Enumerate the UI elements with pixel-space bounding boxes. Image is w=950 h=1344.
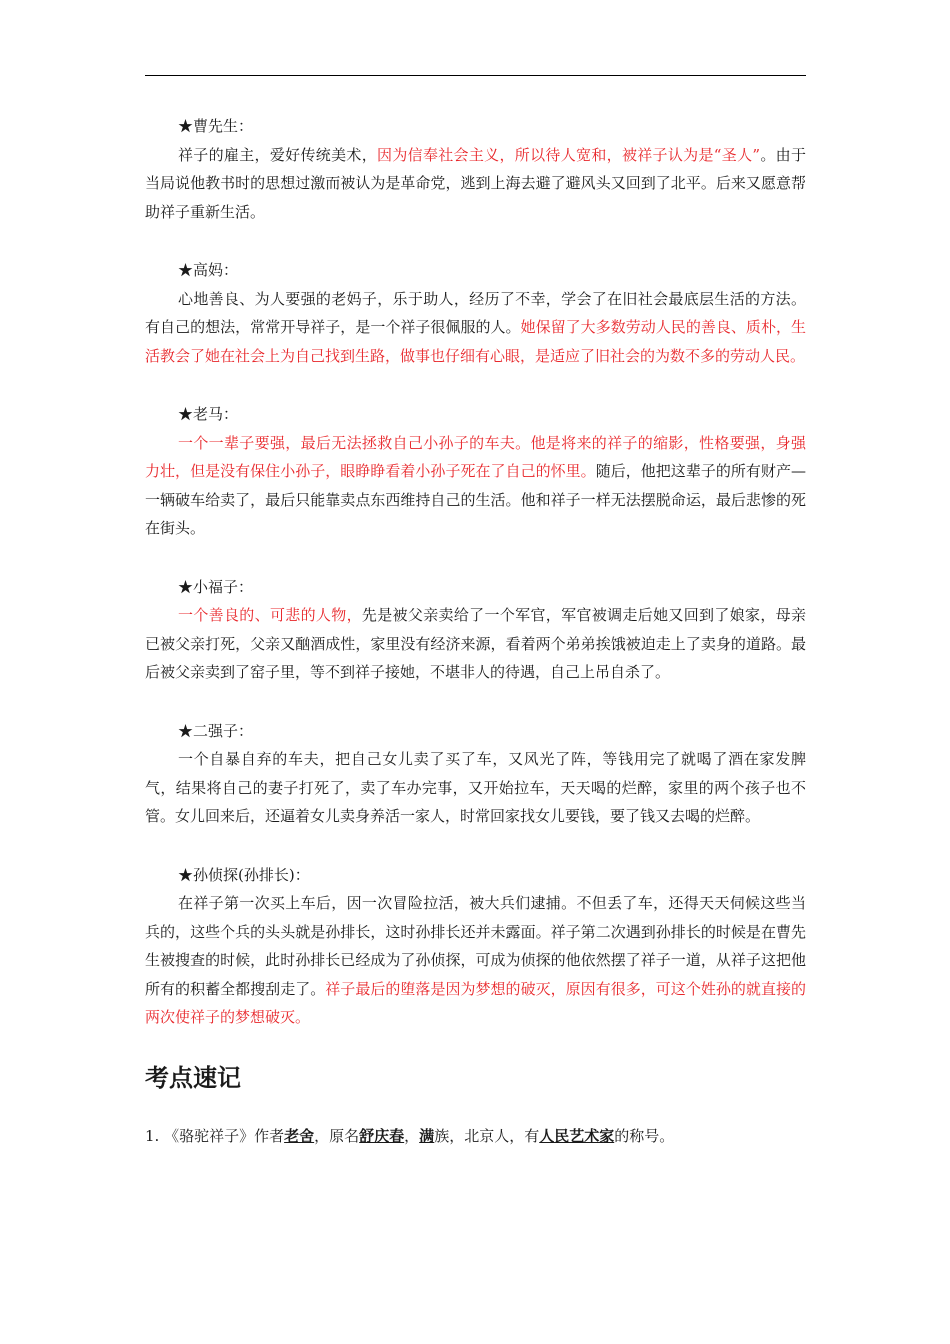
character-section <box>145 717 806 831</box>
character-section <box>145 256 806 370</box>
body-text: 随后，他把这辈子的所有财产—一辆破车给卖了，最后只能靠卖点东西维持自己的生活。他和祥子一样无法摆脱命运，最后悲惨的死在街头。 <box>145 462 806 537</box>
highlighted-text: 她保留了大多数劳动人民的善良、质朴，生活教会了她在社会上为自己找到生路，做事也仔细有心眼，是适应了旧社会的为数不多的劳动人民。 <box>145 318 806 365</box>
ethnicity: 满 <box>419 1126 435 1145</box>
highlighted-text: 一个善良的、可悲的人物， <box>178 606 362 624</box>
character-description <box>145 429 806 543</box>
character-section <box>145 400 806 543</box>
author-name: 老舍 <box>284 1126 315 1145</box>
character-heading: ★二强子： <box>178 721 254 740</box>
section-title: 考点速记 <box>145 1063 241 1092</box>
real-name: 舒庆春 <box>359 1126 405 1145</box>
highlighted-text: 一个一辈子要强，最后无法拯救自己小孙子的车夫。他是将来的祥子的缩影，性格要强，身强力壮，但是没有保住小孙子，眼睁睁看着小孙子死在了自己的怀里。 <box>145 433 806 480</box>
body-text: 在祥子第一次买上车后，因一次冒险拉活，被大兵们逮捕。不但丢了车，还得天天伺候这些当兵的，这些个兵的头头就是孙排长，这时孙排长还并未露面。祥子第二次遇到孙排长的时候是在曹先生被搜查的时候，此时孙排长已经成为了孙侦探，可成为侦探的他依然摆了祥子一道，从祥子这把他所有的积蓄全都搜刮走了。 <box>145 894 806 998</box>
character-heading: ★小福子： <box>178 577 254 596</box>
point-text-1: 《骆驼祥子》作者 <box>164 1126 285 1145</box>
character-heading: ★孙侦探(孙排长)： <box>178 865 310 884</box>
body-text: 祥子的雇主，爱好传统美术， <box>178 145 378 164</box>
character-list <box>145 112 806 1032</box>
point-text-3: ， <box>404 1126 420 1145</box>
body-text: 。由于当局说他教书时的思想过激而被认为是革命党，逃到上海去避了避风头又回到了北平。后来又愿意帮助祥子重新生活。 <box>145 145 806 221</box>
point-text-5: 的称号。 <box>614 1126 675 1145</box>
header-rule <box>145 75 806 76</box>
character-description <box>145 889 806 1032</box>
document-body <box>145 112 806 1150</box>
character-heading: ★曹先生： <box>178 117 254 135</box>
character-section <box>145 861 806 1032</box>
character-section <box>145 573 806 687</box>
honorary-title: 人民艺术家 <box>539 1126 615 1145</box>
character-section <box>145 112 806 226</box>
key-point-1 <box>145 1122 806 1150</box>
character-description <box>145 141 806 227</box>
point-number: 1. <box>145 1126 160 1145</box>
highlighted-text: 因为信奉社会主义，所以待人宽和，被祥子认为是“圣人” <box>377 145 761 164</box>
character-description <box>145 745 806 831</box>
body-text: 心地善良、为人要强的老妈子，乐于助人，经历了不幸，学会了在旧社会最底层生活的方法。有自己的想法，常常开导祥子，是一个祥子很佩服的人。 <box>145 289 806 336</box>
character-description <box>145 601 806 687</box>
body-text: 一个自暴自弃的车夫，把自己女儿卖了买了车，又风光了阵，等钱用完了就喝了酒在家发脾气，结果将自己的妻子打死了，卖了车办完事，又开始拉车，天天喝的烂醉，家里的两个孩子也不管。女儿回来后，还逼着女儿卖身养活一家人，时常回家找女儿要钱，要了钱又去喝的烂醉。 <box>145 750 806 825</box>
character-heading: ★高妈： <box>178 261 239 279</box>
point-text-2: ，原名 <box>314 1126 360 1145</box>
character-heading: ★老马： <box>178 405 239 423</box>
point-text-4: 族，北京人，有 <box>434 1126 540 1145</box>
highlighted-text: 祥子最后的堕落是因为梦想的破灭，原因有很多，可这个姓孙的就直接的两次使祥子的梦想破灭。 <box>145 979 806 1026</box>
character-description <box>145 285 806 371</box>
body-text: 先是被父亲卖给了一个军官，军官被调走后她又回到了娘家，母亲已被父亲打死，父亲又酗酒成性，家里没有经济来源，看着两个弟弟挨饿被迫走上了卖身的道路。最后被父亲卖到了窑子里，等不到祥子接她，不堪非人的待遇，自己上吊自杀了。 <box>145 606 806 681</box>
